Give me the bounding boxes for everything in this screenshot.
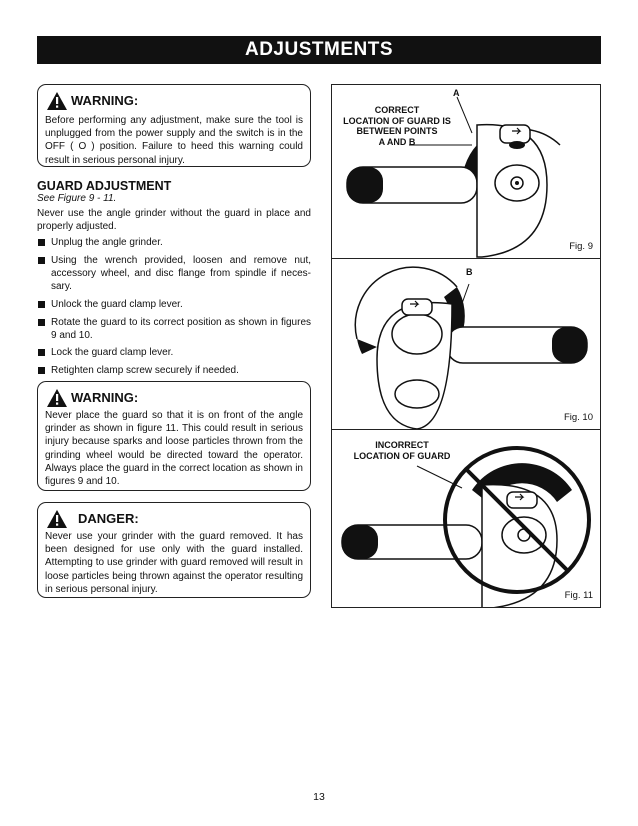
list-item: Using the wrench provided, loosen and remove nut, accessory wheel, and disc flange from spindle if neces-sary. bbox=[37, 254, 311, 294]
bullet-square-icon bbox=[38, 301, 45, 308]
warning-title: WARNING: bbox=[71, 390, 139, 405]
figure-reference: See Figure 9 - 11. bbox=[37, 193, 117, 204]
callout-correct-location: CORRECT LOCATION OF GUARD IS BETWEEN POINTS A AND B bbox=[343, 105, 451, 147]
guard-steps-list bbox=[37, 236, 311, 382]
bullet-square-icon bbox=[38, 319, 45, 326]
list-item: Unlock the guard clamp lever. bbox=[37, 298, 311, 311]
list-item: Lock the guard clamp lever. bbox=[37, 346, 311, 359]
bullet-square-icon bbox=[38, 367, 45, 374]
bullet-square-icon bbox=[38, 349, 45, 356]
warning-text: Before performing any adjustment, make sure the tool is unplugged from the power supply and the switch is in the OFF ( O ) position. Failure to heed this warning could result in serious personal injury. bbox=[45, 115, 303, 166]
warning-triangle-icon bbox=[46, 388, 68, 408]
figure-label: Fig. 11 bbox=[564, 590, 593, 601]
danger-box bbox=[37, 502, 311, 598]
guard-intro-text: Never use the angle grinder without the guard in place and properly adjusted. bbox=[37, 208, 311, 233]
warning-title: WARNING: bbox=[71, 93, 139, 108]
figure-10-panel bbox=[331, 258, 601, 430]
figure-9-panel bbox=[331, 84, 601, 259]
danger-title: DANGER: bbox=[78, 511, 139, 526]
list-item: Rotate the guard to its correct position as shown in figures 9 and 10. bbox=[37, 316, 311, 342]
section-title-guard-adjustment: GUARD ADJUSTMENT bbox=[37, 179, 172, 193]
warning-box-guard-position bbox=[37, 381, 311, 491]
section-header: ADJUSTMENTS bbox=[37, 36, 601, 64]
figure-label: Fig. 9 bbox=[569, 241, 593, 252]
warning-triangle-icon bbox=[46, 91, 68, 111]
danger-text: Never use your grinder with the guard removed. It has been designed for use only with the guard installed. Attempting to use grinder with guard removed will result in loose particles being thrown against the operator resulting in serious personal injury. bbox=[45, 531, 303, 595]
callout-incorrect-location: INCORRECT LOCATION OF GUARD bbox=[353, 440, 451, 461]
figure-11-panel bbox=[331, 429, 601, 608]
grinder-illustration bbox=[332, 259, 601, 430]
bullet-square-icon bbox=[38, 257, 45, 264]
point-a-label: A bbox=[453, 88, 460, 98]
point-b-label: B bbox=[466, 267, 473, 277]
list-item: Retighten clamp screw securely if needed. bbox=[37, 364, 311, 377]
list-item: Unplug the angle grinder. bbox=[37, 236, 311, 249]
figure-label: Fig. 10 bbox=[563, 412, 593, 423]
warning-box-power bbox=[37, 84, 311, 167]
warning-text: Never place the guard so that it is on front of the angle grinder as shown in figure 11. This could result in serious injury because sparks and loose particles thrown from the grinding wheel would be directed toward the operator. Always place the guard in the correct location as shown in figures 9 and 10. bbox=[45, 410, 303, 488]
warning-triangle-icon bbox=[46, 509, 68, 529]
bullet-square-icon bbox=[38, 239, 45, 246]
page-number: 13 bbox=[313, 791, 325, 803]
